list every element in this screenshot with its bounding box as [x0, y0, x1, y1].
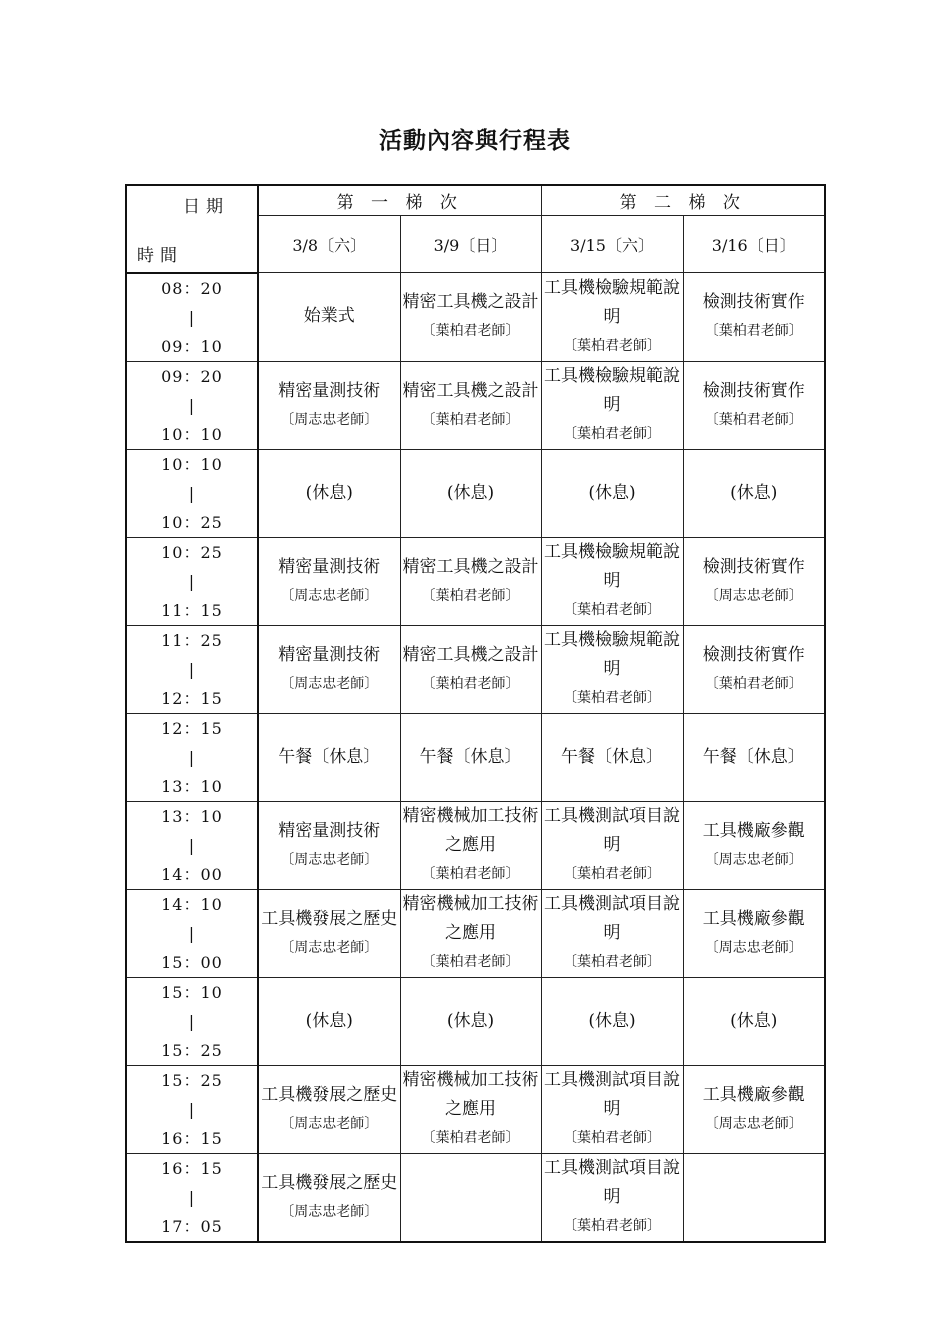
time-end: 16：15: [161, 1128, 223, 1148]
time-start: 09：20: [161, 366, 223, 386]
schedule-cell: [541, 537, 683, 625]
time-separator: |: [188, 483, 196, 503]
time-end: 17：05: [161, 1216, 223, 1236]
instructor-name: 〔周志忠老師〕: [704, 939, 803, 956]
activity-name: 工具機測試項目說明: [544, 1070, 680, 1119]
time-separator: |: [188, 923, 196, 943]
table-row: [126, 625, 825, 713]
schedule-cell: [541, 449, 683, 537]
schedule-cell: [258, 449, 400, 537]
instructor-name: 〔葉柏君老師〕: [421, 866, 520, 882]
time-label: 時間: [137, 245, 183, 266]
time-slot-cell: [126, 537, 258, 625]
time-slot-cell: [126, 801, 258, 889]
table-row: [126, 449, 825, 537]
schedule-cell: [258, 625, 400, 713]
date-label: 日期: [183, 197, 229, 217]
time-end: 09：10: [161, 336, 223, 356]
schedule-cell: [400, 801, 541, 889]
time-start: 15：25: [161, 1070, 223, 1090]
time-start: 10：25: [161, 542, 223, 562]
schedule-cell: [258, 273, 400, 362]
schedule-cell: [258, 889, 400, 977]
table-row: [126, 1153, 825, 1242]
time-start: 12：15: [161, 718, 223, 738]
instructor-name: 〔周志忠老師〕: [280, 1115, 379, 1132]
time-separator: |: [188, 1099, 196, 1119]
time-separator: |: [188, 1011, 196, 1031]
time-slot-cell: [126, 1065, 258, 1153]
activity-name: 工具機廠參觀: [702, 820, 805, 841]
schedule-cell: [541, 889, 683, 977]
time-separator: |: [188, 571, 196, 591]
activity-name: 精密工具機之設計: [402, 292, 539, 313]
instructor-name: 〔周志忠老師〕: [280, 675, 379, 692]
schedule-cell: [541, 1153, 683, 1242]
schedule-cell: [683, 1153, 825, 1242]
instructor-name: 〔周志忠老師〕: [704, 1115, 803, 1132]
schedule-cell: [258, 361, 400, 449]
table-row: [126, 361, 825, 449]
schedule-cell: [258, 713, 400, 801]
schedule-cell: [683, 801, 825, 889]
activity-name: 精密量測技術: [278, 820, 381, 841]
schedule-cell: [541, 977, 683, 1065]
table-row: [126, 977, 825, 1065]
time-separator: |: [188, 1187, 196, 1207]
activity-name: 工具機廠參觀: [702, 908, 805, 929]
activity-name: (休息): [446, 1010, 495, 1031]
time-end: 13：10: [161, 776, 223, 796]
activity-name: 精密量測技術: [278, 556, 381, 577]
schedule-cell: [400, 1153, 541, 1242]
schedule-cell: [541, 801, 683, 889]
time-slot-cell: [126, 625, 258, 713]
header-row-groups: [126, 185, 825, 216]
activity-name: 工具機發展之歷史: [261, 1084, 398, 1105]
activity-name: 始業式: [303, 306, 355, 327]
instructor-name: 〔周志忠老師〕: [280, 851, 379, 868]
instructor-name: 〔葉柏君老師〕: [704, 323, 803, 340]
instructor-name: 〔葉柏君老師〕: [563, 602, 661, 618]
schedule-cell: [541, 273, 683, 362]
activity-name: 檢測技術實作: [702, 556, 805, 577]
instructor-name: 〔葉柏君老師〕: [563, 1218, 661, 1234]
activity-name: 工具機發展之歷史: [261, 908, 398, 929]
instructor-name: 〔周志忠老師〕: [280, 1203, 379, 1220]
table-row: [126, 801, 825, 889]
activity-name: (休息): [305, 1010, 353, 1031]
activity-name: (休息): [446, 482, 495, 503]
activity-name: 工具機測試項目說明: [544, 806, 680, 855]
schedule-cell: [683, 977, 825, 1065]
instructor-name: 〔葉柏君老師〕: [563, 337, 661, 354]
instructor-name: 〔葉柏君老師〕: [563, 1130, 661, 1146]
time-start: 16：15: [161, 1158, 223, 1178]
instructor-name: 〔葉柏君老師〕: [421, 587, 520, 604]
schedule-cell: [683, 449, 825, 537]
schedule-cell: [400, 977, 541, 1065]
instructor-name: 〔葉柏君老師〕: [704, 675, 803, 692]
schedule-cell: [258, 1153, 400, 1242]
date-header: 3/8〔六〕: [258, 216, 400, 273]
time-end: 10：10: [161, 424, 223, 444]
instructor-name: 〔葉柏君老師〕: [563, 690, 661, 706]
time-start: 10：10: [161, 454, 223, 474]
activity-name: 檢測技術實作: [702, 292, 805, 313]
time-start: 08：20: [161, 278, 223, 298]
schedule-cell: [683, 625, 825, 713]
instructor-name: 〔葉柏君老師〕: [421, 411, 520, 428]
time-start: 14：10: [161, 894, 223, 914]
schedule-cell: [258, 801, 400, 889]
activity-name: 工具機檢驗規範說明: [544, 542, 680, 591]
activity-name: 工具機檢驗規範說明: [544, 366, 680, 415]
time-slot-cell: [126, 361, 258, 449]
activity-name: (休息): [588, 482, 636, 503]
time-separator: |: [188, 747, 196, 767]
schedule-cell: [541, 713, 683, 801]
date-header: 3/16〔日〕: [683, 216, 825, 273]
schedule-cell: [683, 1065, 825, 1153]
table-row: [126, 713, 825, 801]
schedule-cell: [258, 537, 400, 625]
schedule-cell: [400, 273, 541, 362]
instructor-name: 〔葉柏君老師〕: [563, 866, 661, 882]
schedule-cell: [683, 273, 825, 362]
instructor-name: 〔葉柏君老師〕: [563, 426, 661, 442]
time-separator: |: [188, 835, 196, 855]
activity-name: 精密量測技術: [278, 644, 381, 665]
activity-name: (休息): [730, 1010, 778, 1031]
activity-name: 精密工具機之設計: [402, 644, 539, 665]
activity-name: 午餐〔休息〕: [561, 746, 663, 767]
schedule-cell: [683, 889, 825, 977]
schedule-cell: [683, 361, 825, 449]
table-row: [126, 1065, 825, 1153]
activity-name: (休息): [588, 1010, 636, 1031]
time-separator: |: [188, 659, 196, 679]
instructor-name: 〔葉柏君老師〕: [421, 323, 520, 340]
activity-name: 工具機測試項目說明: [544, 894, 680, 943]
schedule-table: [125, 184, 826, 1243]
time-slot-cell: [126, 1153, 258, 1242]
activity-name: 精密機械加工技術之應用: [402, 806, 539, 855]
schedule-cell: [541, 1065, 683, 1153]
schedule-cell: [683, 713, 825, 801]
activity-name: 午餐〔休息〕: [278, 746, 381, 767]
activity-name: 工具機測試項目說明: [544, 1158, 680, 1207]
time-start: 13：10: [161, 806, 223, 826]
instructor-name: 〔周志忠老師〕: [280, 587, 379, 604]
table-row: [126, 889, 825, 977]
schedule-cell: [400, 889, 541, 977]
instructor-name: 〔周志忠老師〕: [280, 939, 379, 956]
time-end: 15：00: [161, 952, 223, 972]
time-slot-cell: [126, 449, 258, 537]
time-separator: |: [188, 307, 196, 327]
time-start: 11：25: [161, 630, 223, 650]
time-slot-cell: [126, 713, 258, 801]
table-row: [126, 273, 825, 362]
schedule-cell: [400, 713, 541, 801]
activity-name: (休息): [305, 482, 353, 503]
schedule-cell: [258, 1065, 400, 1153]
schedule-cell: [541, 361, 683, 449]
activity-name: 精密工具機之設計: [402, 380, 539, 401]
activity-name: 午餐〔休息〕: [702, 746, 805, 767]
time-end: 11：15: [161, 600, 223, 620]
group-header-2: 第 二 梯 次: [541, 185, 825, 216]
activity-name: 工具機廠參觀: [702, 1084, 805, 1105]
activity-name: 精密量測技術: [278, 380, 381, 401]
activity-name: 精密機械加工技術之應用: [402, 1070, 539, 1119]
activity-name: 工具機發展之歷史: [261, 1172, 398, 1193]
instructor-name: 〔葉柏君老師〕: [421, 954, 520, 970]
time-end: 14：00: [161, 864, 223, 884]
time-start: 15：10: [161, 982, 223, 1002]
instructor-name: 〔葉柏君老師〕: [421, 1130, 520, 1146]
table-row: [126, 537, 825, 625]
time-end: 10：25: [161, 512, 223, 532]
time-slot-cell: [126, 977, 258, 1065]
schedule-cell: [400, 537, 541, 625]
instructor-name: 〔葉柏君老師〕: [704, 411, 803, 428]
schedule-cell: [258, 977, 400, 1065]
time-end: 12：15: [161, 688, 223, 708]
schedule-cell: [683, 537, 825, 625]
activity-name: 精密工具機之設計: [402, 556, 539, 577]
page-title: 活動內容與行程表: [379, 127, 571, 154]
date-header: 3/9〔日〕: [400, 216, 541, 273]
schedule-cell: [400, 625, 541, 713]
schedule-cell: [400, 361, 541, 449]
instructor-name: 〔葉柏君老師〕: [563, 954, 661, 970]
schedule-cell: [541, 625, 683, 713]
header-corner-cell: [126, 185, 258, 273]
activity-name: 工具機檢驗規範說明: [544, 277, 680, 327]
instructor-name: 〔周志忠老師〕: [280, 411, 379, 428]
activity-name: 精密機械加工技術之應用: [402, 894, 539, 943]
instructor-name: 〔周志忠老師〕: [704, 851, 803, 868]
time-separator: |: [188, 395, 196, 415]
activity-name: 工具機檢驗規範說明: [544, 630, 680, 679]
activity-name: 午餐〔休息〕: [419, 746, 522, 767]
activity-name: 檢測技術實作: [702, 644, 805, 665]
date-header: 3/15〔六〕: [541, 216, 683, 273]
schedule-cell: [400, 449, 541, 537]
instructor-name: 〔葉柏君老師〕: [421, 675, 520, 692]
activity-name: (休息): [730, 482, 778, 503]
group-header-1: 第 一 梯 次: [258, 185, 541, 216]
schedule-cell: [400, 1065, 541, 1153]
time-slot-cell: [126, 889, 258, 977]
time-slot-cell: [126, 273, 258, 362]
instructor-name: 〔周志忠老師〕: [704, 587, 803, 604]
time-end: 15：25: [161, 1040, 223, 1060]
activity-name: 檢測技術實作: [702, 380, 805, 401]
